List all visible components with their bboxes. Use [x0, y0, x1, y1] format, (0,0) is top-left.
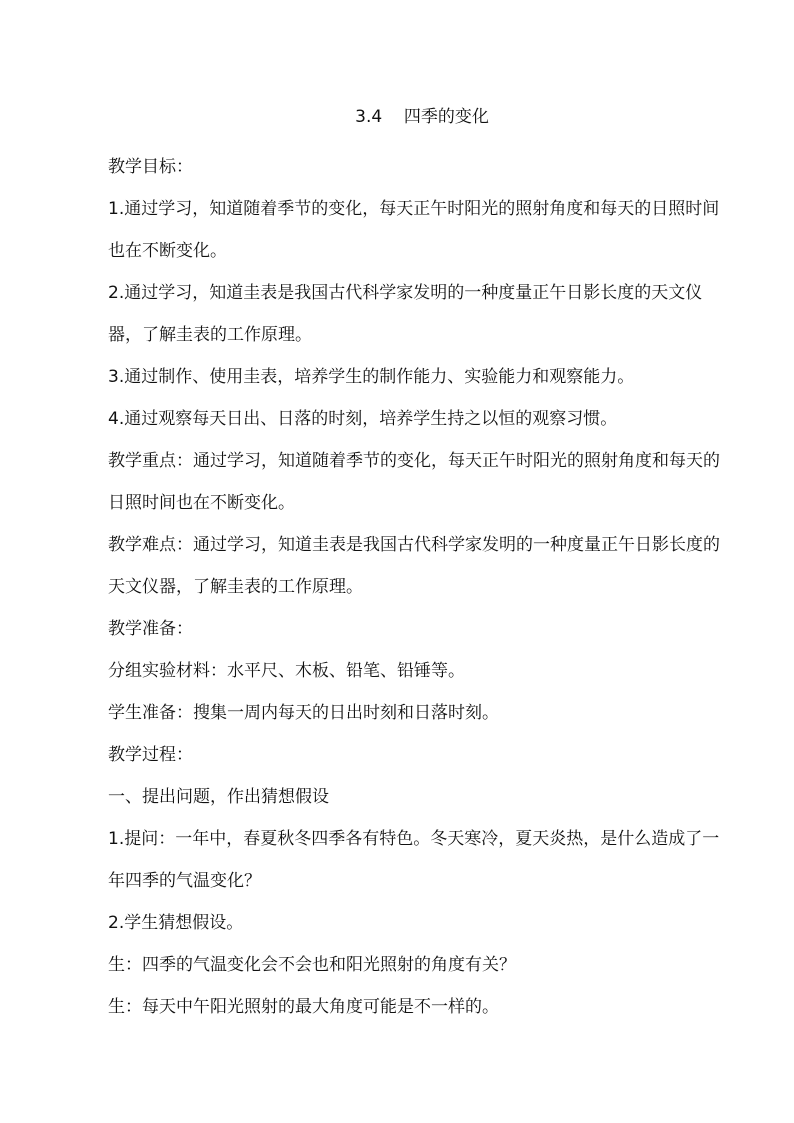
- paragraph-teaching-goals-heading: 教学目标：: [108, 157, 193, 177]
- paragraph-question: 1.提问：一年中，春夏秋冬四季各有特色。冬天寒冷，夏天炎热，是什么造成了一年四季的气温变化？: [108, 829, 720, 891]
- paragraph-hypothesis: 2.学生猜想假设。: [108, 913, 244, 933]
- paragraph-group-materials: 分组实验材料：水平尺、木板、铅笔、铅锤等。: [108, 661, 465, 681]
- paragraph-student-answer-2: 生：每天中午阳光照射的最大角度可能是不一样的。: [108, 997, 499, 1017]
- paragraph-process-heading: 教学过程：: [108, 745, 193, 765]
- paragraph-goal-4: 4.通过观察每天日出、日落的时刻，培养学生持之以恒的观察习惯。: [108, 409, 618, 429]
- paragraph-difficult-point: 教学难点：通过学习，知道圭表是我国古代科学家发明的一种度量正午日影长度的天文仪器，了解圭表的工作原理。: [108, 535, 720, 597]
- paragraph-goal-2: 2.通过学习，知道圭表是我国古代科学家发明的一种度量正午日影长度的天文仪器，了解圭表的工作原理。: [108, 283, 703, 345]
- paragraph-key-point: 教学重点：通过学习，知道随着季节的变化，每天正午时阳光的照射角度和每天的日照时间也在不断变化。: [108, 451, 720, 513]
- document-title: 3.4 四季的变化: [355, 107, 489, 127]
- paragraph-goal-3: 3.通过制作、使用圭表，培养学生的制作能力、实验能力和观察能力。: [108, 367, 635, 387]
- paragraph-preparation-heading: 教学准备：: [108, 619, 193, 639]
- paragraph-student-answer-1: 生：四季的气温变化会不会也和阳光照射的角度有关？: [108, 955, 516, 975]
- document-body: [108, 146, 724, 1028]
- paragraph-goal-1: 1.通过学习，知道随着季节的变化，每天正午时阳光的照射角度和每天的日照时间也在不断变化。: [108, 199, 720, 261]
- paragraph-section-one: 一、提出问题，作出猜想假设: [108, 787, 329, 807]
- paragraph-student-preparation: 学生准备：搜集一周内每天的日出时刻和日落时刻。: [108, 703, 499, 723]
